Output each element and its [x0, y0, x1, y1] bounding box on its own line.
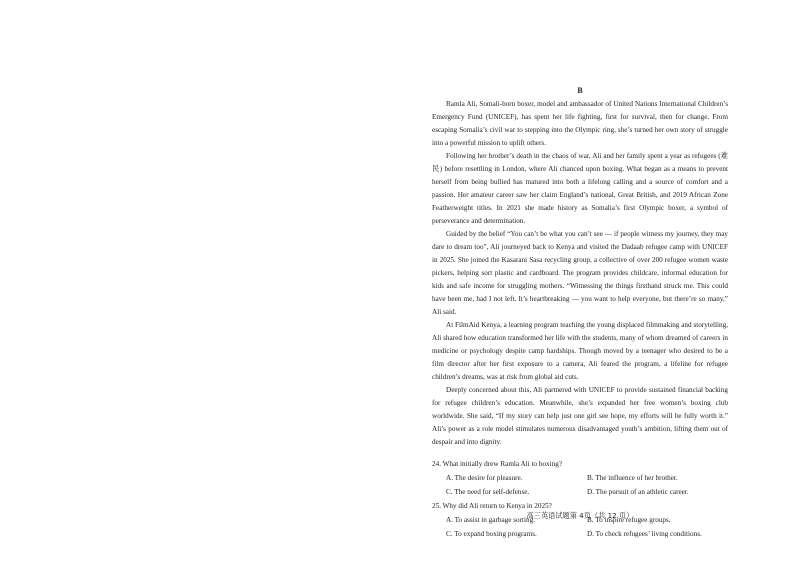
- question-stem: 25. Why did Ali return to Kenya in 2025?: [432, 502, 552, 510]
- reading-passage-column: [432, 86, 728, 541]
- option-a: A. The desire for pleasure.: [446, 474, 523, 482]
- option-c: C. To expand boxing programs.: [446, 530, 537, 538]
- paragraph-1: Ramla Ali, Somali-born boxer, model and ambassador of United Nations International Children’s Emergency Fund (UNICEF), has spent her life fighting, first for survival, then for change. From escaping Somalia’s civil war to stepping into the Olympic ring, she’s turned her own story of struggle into a powerful mission to uplift others.: [432, 100, 728, 147]
- question-stem: 24. What initially drew Ramla Ali to boxing?: [432, 460, 563, 468]
- option-row: [432, 485, 728, 499]
- section-label: B: [577, 86, 583, 95]
- option-a: A. To assist in garbage sorting.: [446, 516, 535, 524]
- option-c: C. The need for self-defense.: [446, 488, 530, 496]
- option-d: D. To check refugees’ living conditions.: [587, 530, 702, 538]
- paragraph-2: Following her brother’s death in the chaos of war, Ali and her family spent a year as refugees (难民) before resettling in London, where Ali chanced upon boxing. What began as a means to prevent herself from being bullied has matured into both a lifelong calling and a source of comfort and a passion. Her amateur career saw her claim England’s national, Great British, and 2019 African Zone Featherweight titles. In 2021 she made history as Somalia’s first Olympic boxer, a symbol of perseverance and determination.: [432, 152, 728, 225]
- question-list: [432, 457, 728, 541]
- paragraph-4: At FilmAid Kenya, a learning program teaching the young displaced filmmaking and storytelling, Ali shared how education transformed her life with the students, many of whom dreamed of careers in medicine or psychology despite camp hardships. Though moved by a teenager who desired to be a film director after her first exposure to a camera, Ali feared the program, a lifeline for refugee children’s dreams, was at risk from global aid cuts.: [432, 321, 728, 381]
- page-footer: 高三英语试题第 4页（共 12 页）: [526, 511, 634, 520]
- option-b: B. To inspire refugee groups.: [587, 516, 671, 524]
- paragraph-3: Guided by the belief “You can’t be what you can’t see — if people witness my journey, they may dare to dream too”, Ali journeyed back to Kenya and visited the Dadaab refugee camp with UNICEF in 2025. She joined the Kasarani Sasa recycling group, a collective of over 200 refugee women waste pickers, helping sort plastic and cardboard. The program provides childcare, informal education for kids and safe income for struggling mothers. “Witnessing the things firsthand struck me. This could have been me, had I not left. It’s heartbreaking — you want to help everyone, but there’re so many,” Ali said.: [432, 230, 728, 316]
- question-24: [432, 457, 728, 499]
- option-row: [432, 471, 728, 485]
- option-b: B. The influence of her brother.: [587, 474, 678, 482]
- option-row: [432, 527, 728, 541]
- paragraph-5: Deeply concerned about this, Ali partnered with UNICEF to provide sustained financial backing for refugee children’s education. Meanwhile, she’s expanded her free women’s boxing club worldwide. She said, “If my story can help just one girl see hope, my efforts will be fully worth it.” Ali’s power as a role model stimulates numerous disadvantaged youth’s ambition, lifting them out of despair and into dignity.: [432, 386, 728, 446]
- option-d: D. The pursuit of an athletic career.: [587, 488, 689, 496]
